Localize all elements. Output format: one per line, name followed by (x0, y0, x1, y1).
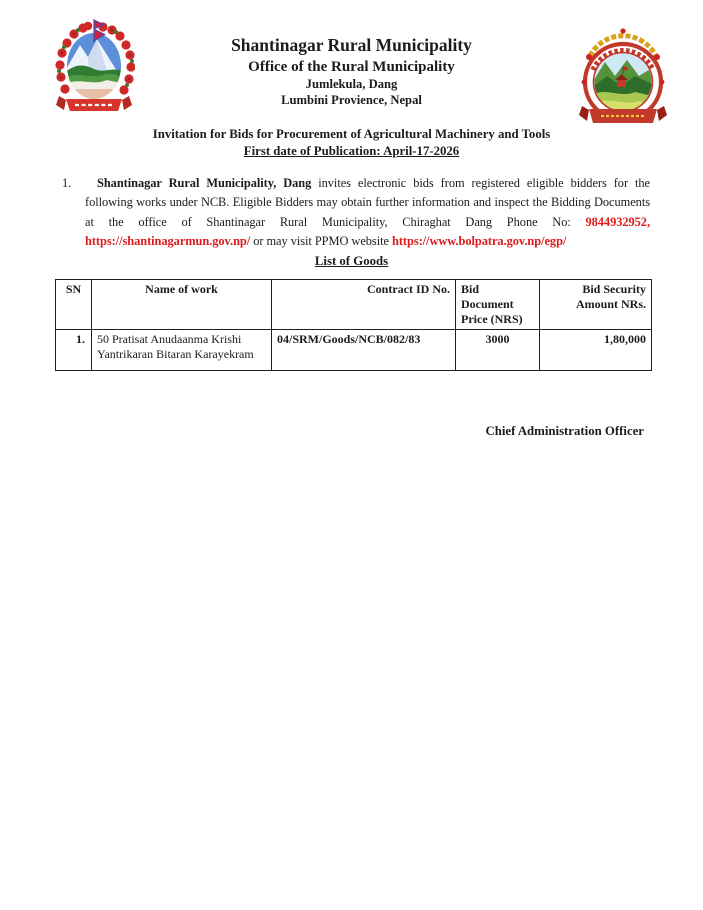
nepal-government-emblem-logo (53, 17, 135, 113)
notice-title: Invitation for Bids for Procurement of Agricultural Machinery and Tools (152, 127, 551, 141)
publication-date-line: First date of Publication: April-17-2026 (243, 144, 460, 158)
col-header-bid-document-price: Bid Document Price (NRS) (456, 280, 540, 330)
list-item-number: 1. (62, 176, 72, 190)
office-name: Office of the Rural Municipality (248, 58, 455, 75)
cell-bid-security-amount: 1,80,000 (540, 330, 652, 371)
bid-invitation-paragraph (62, 174, 650, 251)
list-of-goods-heading: List of Goods (314, 254, 389, 269)
municipality-name: Shantinagar Rural Municipality (231, 35, 472, 55)
province-line: Lumbini Provience, Nepal (281, 93, 422, 108)
address-line: Jumlekula, Dang (305, 77, 398, 92)
municipality-seal-logo (577, 24, 669, 128)
nepal-emblem-icon (53, 17, 135, 113)
paragraph-text (85, 174, 650, 251)
phone-number: 9844932952, (585, 214, 650, 229)
ppmo-website-link[interactable]: https://www.bolpatra.gov.np/egp/ (391, 234, 567, 249)
letterhead (0, 0, 703, 114)
municipality-website-link[interactable]: https://shantinagarmun.gov.np/ (85, 234, 251, 249)
table-row (56, 330, 652, 371)
col-header-contract-id: Contract ID No. (272, 280, 456, 330)
cell-name-of-work: 50 Pratisat Anudaanma Krishi Yantrikaran Bitaran Karayekram (92, 330, 272, 371)
paragraph-segment-1: invites electronic bids from registered eligible bidders for the following works under NCB. Eligible Bidders may obtain further information and inspect the Bidding Documents at the office of Shantinagar Rural Municipality, Chiraghat Dang Phone No: (85, 176, 650, 229)
cell-bid-document-price: 3000 (456, 330, 540, 371)
paragraph-segment-2: or may visit PPMO website (250, 234, 392, 249)
cell-sn: 1. (56, 330, 92, 371)
signature-title: Chief Administration Officer (485, 424, 644, 439)
col-header-sn: SN (56, 280, 92, 330)
municipality-seal-icon (577, 24, 669, 128)
col-header-bid-security-amount: Bid Security Amount NRs. (540, 280, 652, 330)
col-header-name-of-work: Name of work (92, 280, 272, 330)
goods-table (55, 279, 652, 371)
cell-contract-id: 04/SRM/Goods/NCB/082/83 (272, 330, 456, 371)
table-header-row (56, 280, 652, 330)
municipality-bold-lead: Shantinagar Rural Municipality, Dang (97, 176, 312, 190)
